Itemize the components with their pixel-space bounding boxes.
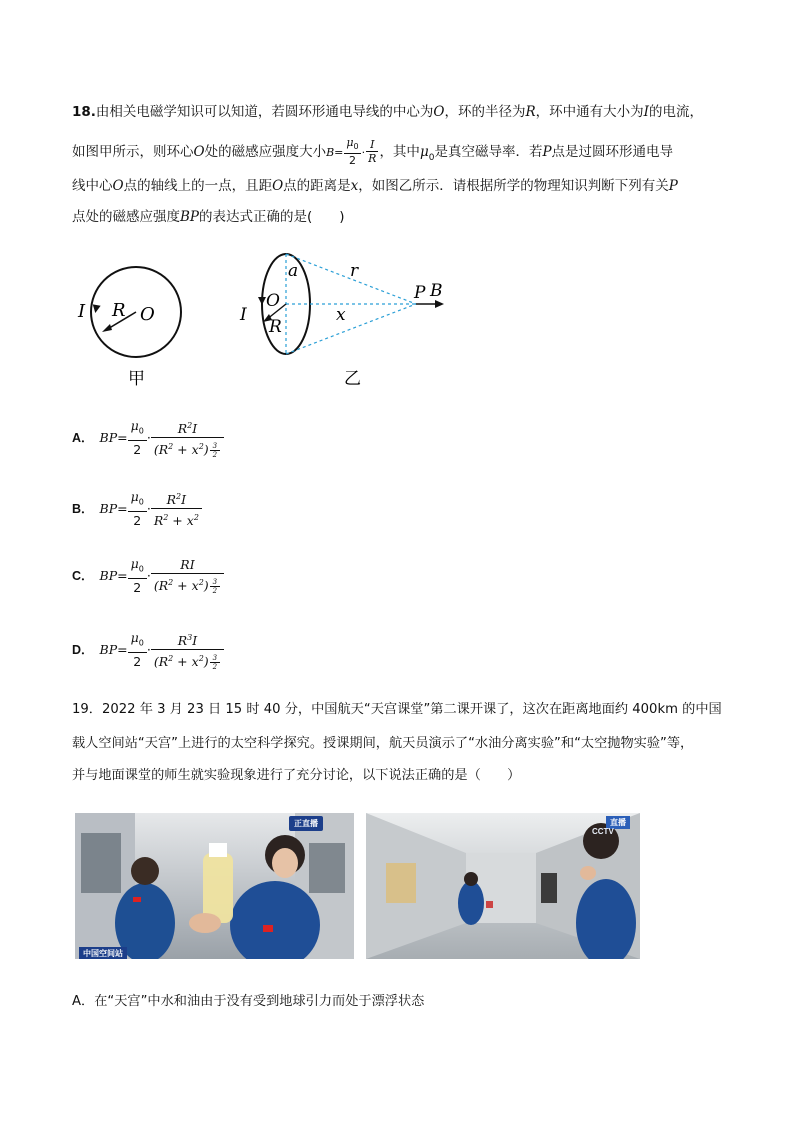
jia-label-R: R — [112, 300, 126, 321]
radius-arrowhead — [102, 324, 112, 332]
lower-generatrix-dashed — [286, 304, 416, 354]
yi-label-a: a — [288, 261, 299, 281]
q18-line-1: 18.由相关电磁学知识可以知道，若圆环形通电导线的中心为O，环的半径为R，环中通有大小为I的电流， — [72, 104, 704, 120]
q18-number: 18. — [72, 104, 96, 120]
yi-label-x: x — [336, 305, 346, 325]
yi-label-O: O — [266, 291, 280, 311]
formula-i-over-r: $\frac{I}{R}$ — [368, 138, 377, 166]
yi-label-B: B — [430, 281, 443, 301]
q19-line-1: 19．2022 年 3 月 23 日 15 时 40 分，中国航天“天宫课堂”第二课开课了，这次在距离地面约 400km 的中国 — [72, 702, 722, 717]
cctv-logo-right: CCTV — [592, 827, 614, 836]
live-badge-right: 直播 — [606, 816, 630, 829]
q18-line-2: 如图甲所示，则环心O处的磁感应强度大小B= $\frac{\mu_0}{2}$ · $\frac{I}{R}$ ，其中$\mu_0$是真空磁导率．若P点是过圆环形通电导 — [72, 136, 674, 168]
station-badge-left: 中国空间站 — [79, 947, 127, 959]
jia-caption: 甲 — [128, 369, 145, 389]
yi-label-P: P — [414, 283, 426, 303]
q18-line-4: 点处的磁感应强度BP的表达式正确的是( ) — [72, 209, 345, 225]
formula-mu-over-2: $\frac{\mu_0}{2}$ — [346, 136, 359, 168]
option-b[interactable]: B． BP= $\frac{\mu_0}{2}$ · $\frac{R^2I}{R^2 + x^2}$ — [72, 489, 202, 530]
jia-label-I: I — [78, 301, 86, 322]
option-c[interactable]: C． BP= $\frac{\mu_0}{2}$ · RI $(R^2 + x^2)$ $\frac{3}{2}$ — [72, 556, 224, 597]
photo-right-throwing-experiment — [366, 813, 640, 959]
figure-jia — [70, 250, 200, 400]
q18-line-3: 线中心O点的轴线上的一点，且距O点的距离是x，如图乙所示．请根据所学的物理知识判断下列有关P — [72, 178, 678, 194]
photo-left-scene — [75, 813, 354, 959]
figure-yi — [236, 250, 456, 400]
yi-caption: 乙 — [344, 369, 361, 389]
current-direction-arrowhead — [91, 304, 100, 313]
jia-label-O: O — [140, 304, 155, 325]
option-a[interactable]: A． BP= $\frac{\mu_0}{2}$ · $R^2I$ $(R^2 + x^2)$ $\frac{3}{2}$ — [72, 418, 224, 459]
photo-left-water-oil-experiment — [75, 813, 354, 959]
q19-line-2: 载人空间站“天宫”上进行的太空科学探究。授课期间，航天员演示了“水油分离实验”和“太空抛物实验”等， — [72, 736, 694, 751]
q19-option-a[interactable]: A．在“天宫”中水和油由于没有受到地球引力而处于漂浮状态 — [72, 994, 425, 1009]
q19-line-3: 并与地面课堂的师生就实验现象进行了充分讨论，以下说法正确的是（ ） — [72, 768, 521, 783]
yi-label-r: r — [350, 261, 359, 281]
field-arrowhead — [435, 300, 444, 308]
live-badge-left: 正直播 — [289, 816, 323, 831]
option-d[interactable]: D． BP= $\frac{\mu_0}{2}$ · $R^3I$ $(R^2 + x^2)$ $\frac{3}{2}$ — [72, 630, 224, 671]
yi-label-R: R — [269, 317, 282, 337]
yi-current-arrowhead — [258, 297, 266, 305]
yi-label-I: I — [240, 305, 247, 325]
